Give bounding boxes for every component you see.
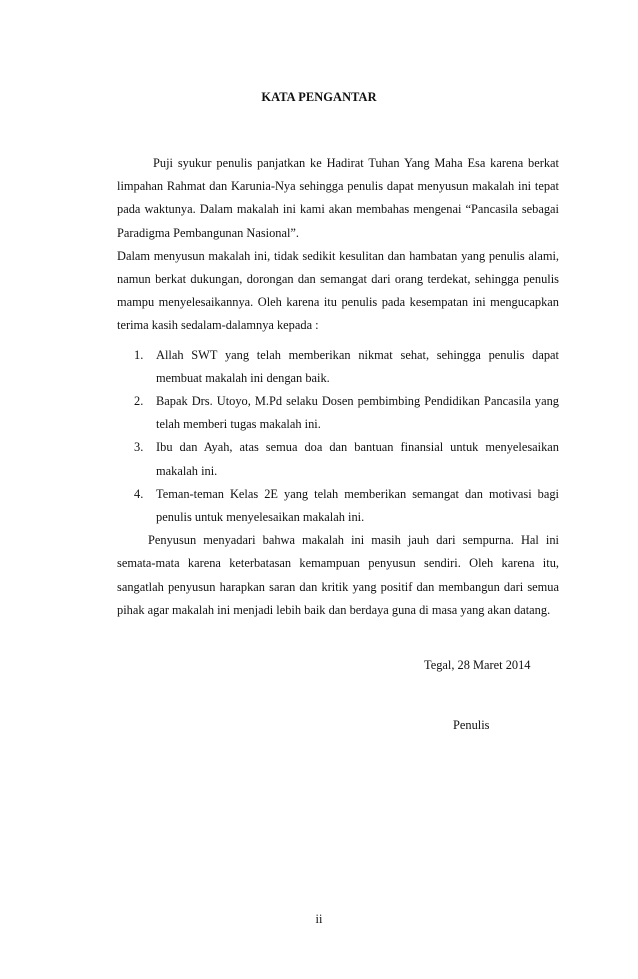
paragraph-thanks: Dalam menyusun makalah ini, tidak sedikit kesulitan dan hambatan yang penulis alami, namun berkat dukungan, dorongan dan semangat dari orang terdekat, sehingga penulis mampu menyelesaikannya. Oleh karena itu penulis pada kesempatan ini mengucapkan terima kasih sedalam-dalamnya kepada : bbox=[117, 248, 559, 333]
paragraph-closing: Penyusun menyadari bahwa makalah ini masih jauh dari sempurna. Hal ini semata-mata karena keterbatasan kemampuan penyusun sendiri. Oleh karena itu, sangatlah penyusun harapkan saran dan kritik yang positif dan membangun dari semua pihak agar makalah ini menjadi lebih baik dan berdaya guna di masa yang akan datang. bbox=[117, 533, 559, 617]
paragraph-intro: Puji syukur penulis panjatkan ke Hadirat Tuhan Yang Maha Esa karena berkat limpahan Rahmat dan Karunia-Nya sehingga penulis dapat menyusun makalah ini tepat pada waktunya. Dalam makalah ini kami akan membahas mengenai “Pancasila sebagai Paradigma Pembangunan Nasional”. bbox=[117, 156, 559, 240]
list-number: 2. bbox=[134, 394, 144, 409]
document-body bbox=[117, 152, 559, 622]
list-text: Teman-teman Kelas 2E yang telah memberikan semangat dan motivasi bagi penulis untuk menyelesaikan makalah ini. bbox=[156, 486, 559, 525]
signer-name: Penulis bbox=[453, 718, 490, 732]
acknowledgement-list bbox=[117, 344, 559, 530]
list-text: Allah SWT yang telah memberikan nikmat sehat, sehingga penulis dapat membuat makalah ini dengan baik. bbox=[156, 347, 559, 385]
page-number: ii bbox=[315, 912, 323, 926]
list-number: 3. bbox=[134, 440, 144, 455]
list-item bbox=[134, 436, 559, 482]
list-number: 1. bbox=[134, 347, 144, 362]
document-date: Tegal, 28 Maret 2014 bbox=[424, 658, 531, 672]
list-text: Ibu dan Ayah, atas semua doa dan bantuan finansial untuk menyelesaikan makalah ini. bbox=[156, 440, 559, 478]
list-number: 4. bbox=[134, 486, 144, 501]
page-title: KATA PENGANTAR bbox=[261, 90, 377, 104]
list-item bbox=[134, 344, 559, 390]
list-item bbox=[134, 483, 559, 529]
list-text: Bapak Drs. Utoyo, M.Pd selaku Dosen pembimbing Pendidikan Pancasila yang telah memberi tugas makalah ini. bbox=[156, 394, 559, 432]
list-item bbox=[134, 390, 559, 436]
